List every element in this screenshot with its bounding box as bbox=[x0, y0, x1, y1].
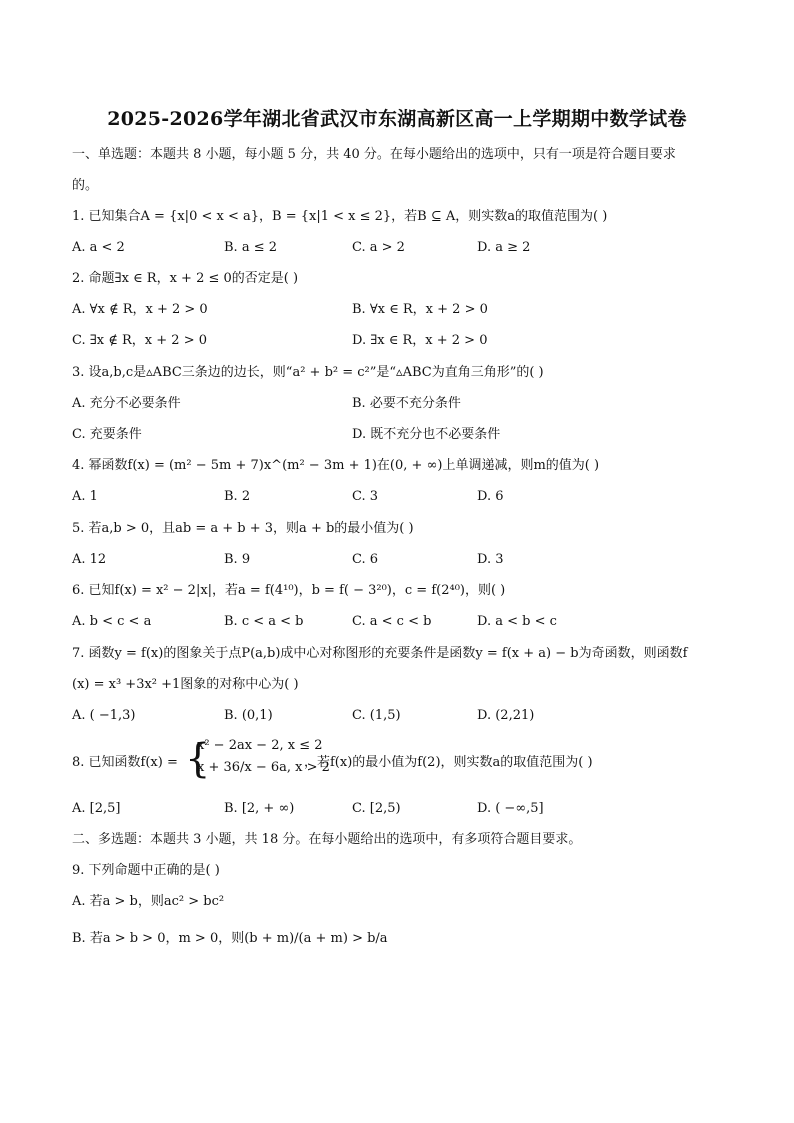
question-3-stem: 3. 设a,b,c是▵ABC三条边的边长，则“a² + b² = c²”是“▵ABC为直角三角形”的( ) bbox=[72, 365, 544, 380]
question-9-stem: 9. 下列命题中正确的是( ) bbox=[72, 863, 220, 878]
question-4-option-b: B. 2 bbox=[224, 489, 251, 504]
question-2-option-d: D. ∃x ∈ R，x + 2 > 0 bbox=[352, 333, 488, 348]
question-6-option-c: C. a < c < b bbox=[352, 614, 432, 629]
question-7-option-b: B. (0,1) bbox=[224, 708, 273, 723]
question-8-option-a: A. [2,5] bbox=[72, 801, 121, 816]
question-8-stem bbox=[72, 736, 722, 784]
section2-instruction: 二、多选题：本题共 3 小题，共 18 分。在每小题给出的选项中，有多项符合题目要求。 bbox=[72, 832, 582, 847]
question-2-option-a: A. ∀x ∉ R，x + 2 > 0 bbox=[72, 302, 208, 317]
question-4-stem: 4. 幂函数f(x) = (m² − 5m + 7)x^(m² − 3m + 1)在(0, + ∞)上单调递减，则m的值为( ) bbox=[72, 458, 600, 473]
question-5-option-b: B. 9 bbox=[224, 552, 251, 567]
question-1-option-b: B. a ≤ 2 bbox=[224, 240, 277, 255]
question-8-option-b: B. [2, + ∞) bbox=[224, 801, 295, 816]
question-6-option-d: D. a < b < c bbox=[477, 614, 557, 629]
question-7-stem-cont: (x) = x³ +3x² +1图象的对称中心为( ) bbox=[72, 677, 299, 692]
question-4-option-a: A. 1 bbox=[72, 489, 98, 504]
question-1-stem: 1. 已知集合A = {x|0 < x < a}，B = {x|1 < x ≤ 2}，若B ⊆ A，则实数a的取值范围为( ) bbox=[72, 209, 608, 224]
question-8-case-1: x² − 2ax − 2, x ≤ 2 bbox=[197, 738, 323, 753]
question-3-option-b: B. 必要不充分条件 bbox=[352, 396, 461, 411]
question-7-stem: 7. 函数y = f(x)的图象关于点P(a,b)成中心对称图形的充要条件是函数y = f(x + a) − b为奇函数，则函数f bbox=[72, 646, 688, 661]
question-8-option-d: D. ( −∞,5] bbox=[477, 801, 544, 816]
question-9-option-a: A. 若a > b，则ac² > bc² bbox=[72, 894, 225, 909]
question-2-option-b: B. ∀x ∈ R，x + 2 > 0 bbox=[352, 302, 488, 317]
piecewise-brace: { bbox=[185, 736, 211, 782]
question-5-option-d: D. 3 bbox=[477, 552, 504, 567]
question-4-option-c: C. 3 bbox=[352, 489, 379, 504]
question-1-option-c: C. a > 2 bbox=[352, 240, 405, 255]
question-5-stem: 5. 若a,b > 0，且ab = a + b + 3，则a + b的最小值为( ) bbox=[72, 521, 414, 536]
question-8-label: 8. 已知函数f(x) = bbox=[72, 755, 178, 770]
question-8-case-2: x + 36/x − 6a, x > 2 bbox=[197, 760, 330, 775]
exam-title: 2025-2026学年湖北省武汉市东湖高新区高一上学期期中数学试卷 bbox=[107, 108, 687, 130]
question-1-option-a: A. a < 2 bbox=[72, 240, 125, 255]
question-3-option-d: D. 既不充分也不必要条件 bbox=[352, 427, 501, 442]
question-7-option-c: C. (1,5) bbox=[352, 708, 401, 723]
question-8-option-c: C. [2,5) bbox=[352, 801, 401, 816]
question-7-option-a: A. ( −1,3) bbox=[72, 708, 136, 723]
question-6-option-b: B. c < a < b bbox=[224, 614, 304, 629]
question-5-option-c: C. 6 bbox=[352, 552, 379, 567]
question-2-option-c: C. ∃x ∉ R，x + 2 > 0 bbox=[72, 333, 207, 348]
question-8-tail: ，若f(x)的最小值为f(2)，则实数a的取值范围为( ) bbox=[304, 755, 593, 770]
question-1-option-d: D. a ≥ 2 bbox=[477, 240, 531, 255]
question-4-option-d: D. 6 bbox=[477, 489, 504, 504]
section1-instruction-cont: 的。 bbox=[72, 178, 99, 193]
question-3-option-a: A. 充分不必要条件 bbox=[72, 396, 181, 411]
question-5-option-a: A. 12 bbox=[72, 552, 107, 567]
question-2-stem: 2. 命题∃x ∈ R，x + 2 ≤ 0的否定是( ) bbox=[72, 271, 299, 286]
question-3-option-c: C. 充要条件 bbox=[72, 427, 142, 442]
section1-instruction: 一、单选题：本题共 8 小题，每小题 5 分，共 40 分。在每小题给出的选项中，只有一项是符合题目要求 bbox=[72, 147, 676, 162]
question-9-option-b: B. 若a > b > 0，m > 0，则(b + m)/(a + m) > b/a bbox=[72, 931, 388, 946]
question-6-option-a: A. b < c < a bbox=[72, 614, 152, 629]
question-6-stem: 6. 已知f(x) = x² − 2|x|，若a = f(4¹⁰)，b = f( − 3²⁰)，c = f(2⁴⁰)，则( ) bbox=[72, 583, 506, 598]
question-7-option-d: D. (2,21) bbox=[477, 708, 535, 723]
